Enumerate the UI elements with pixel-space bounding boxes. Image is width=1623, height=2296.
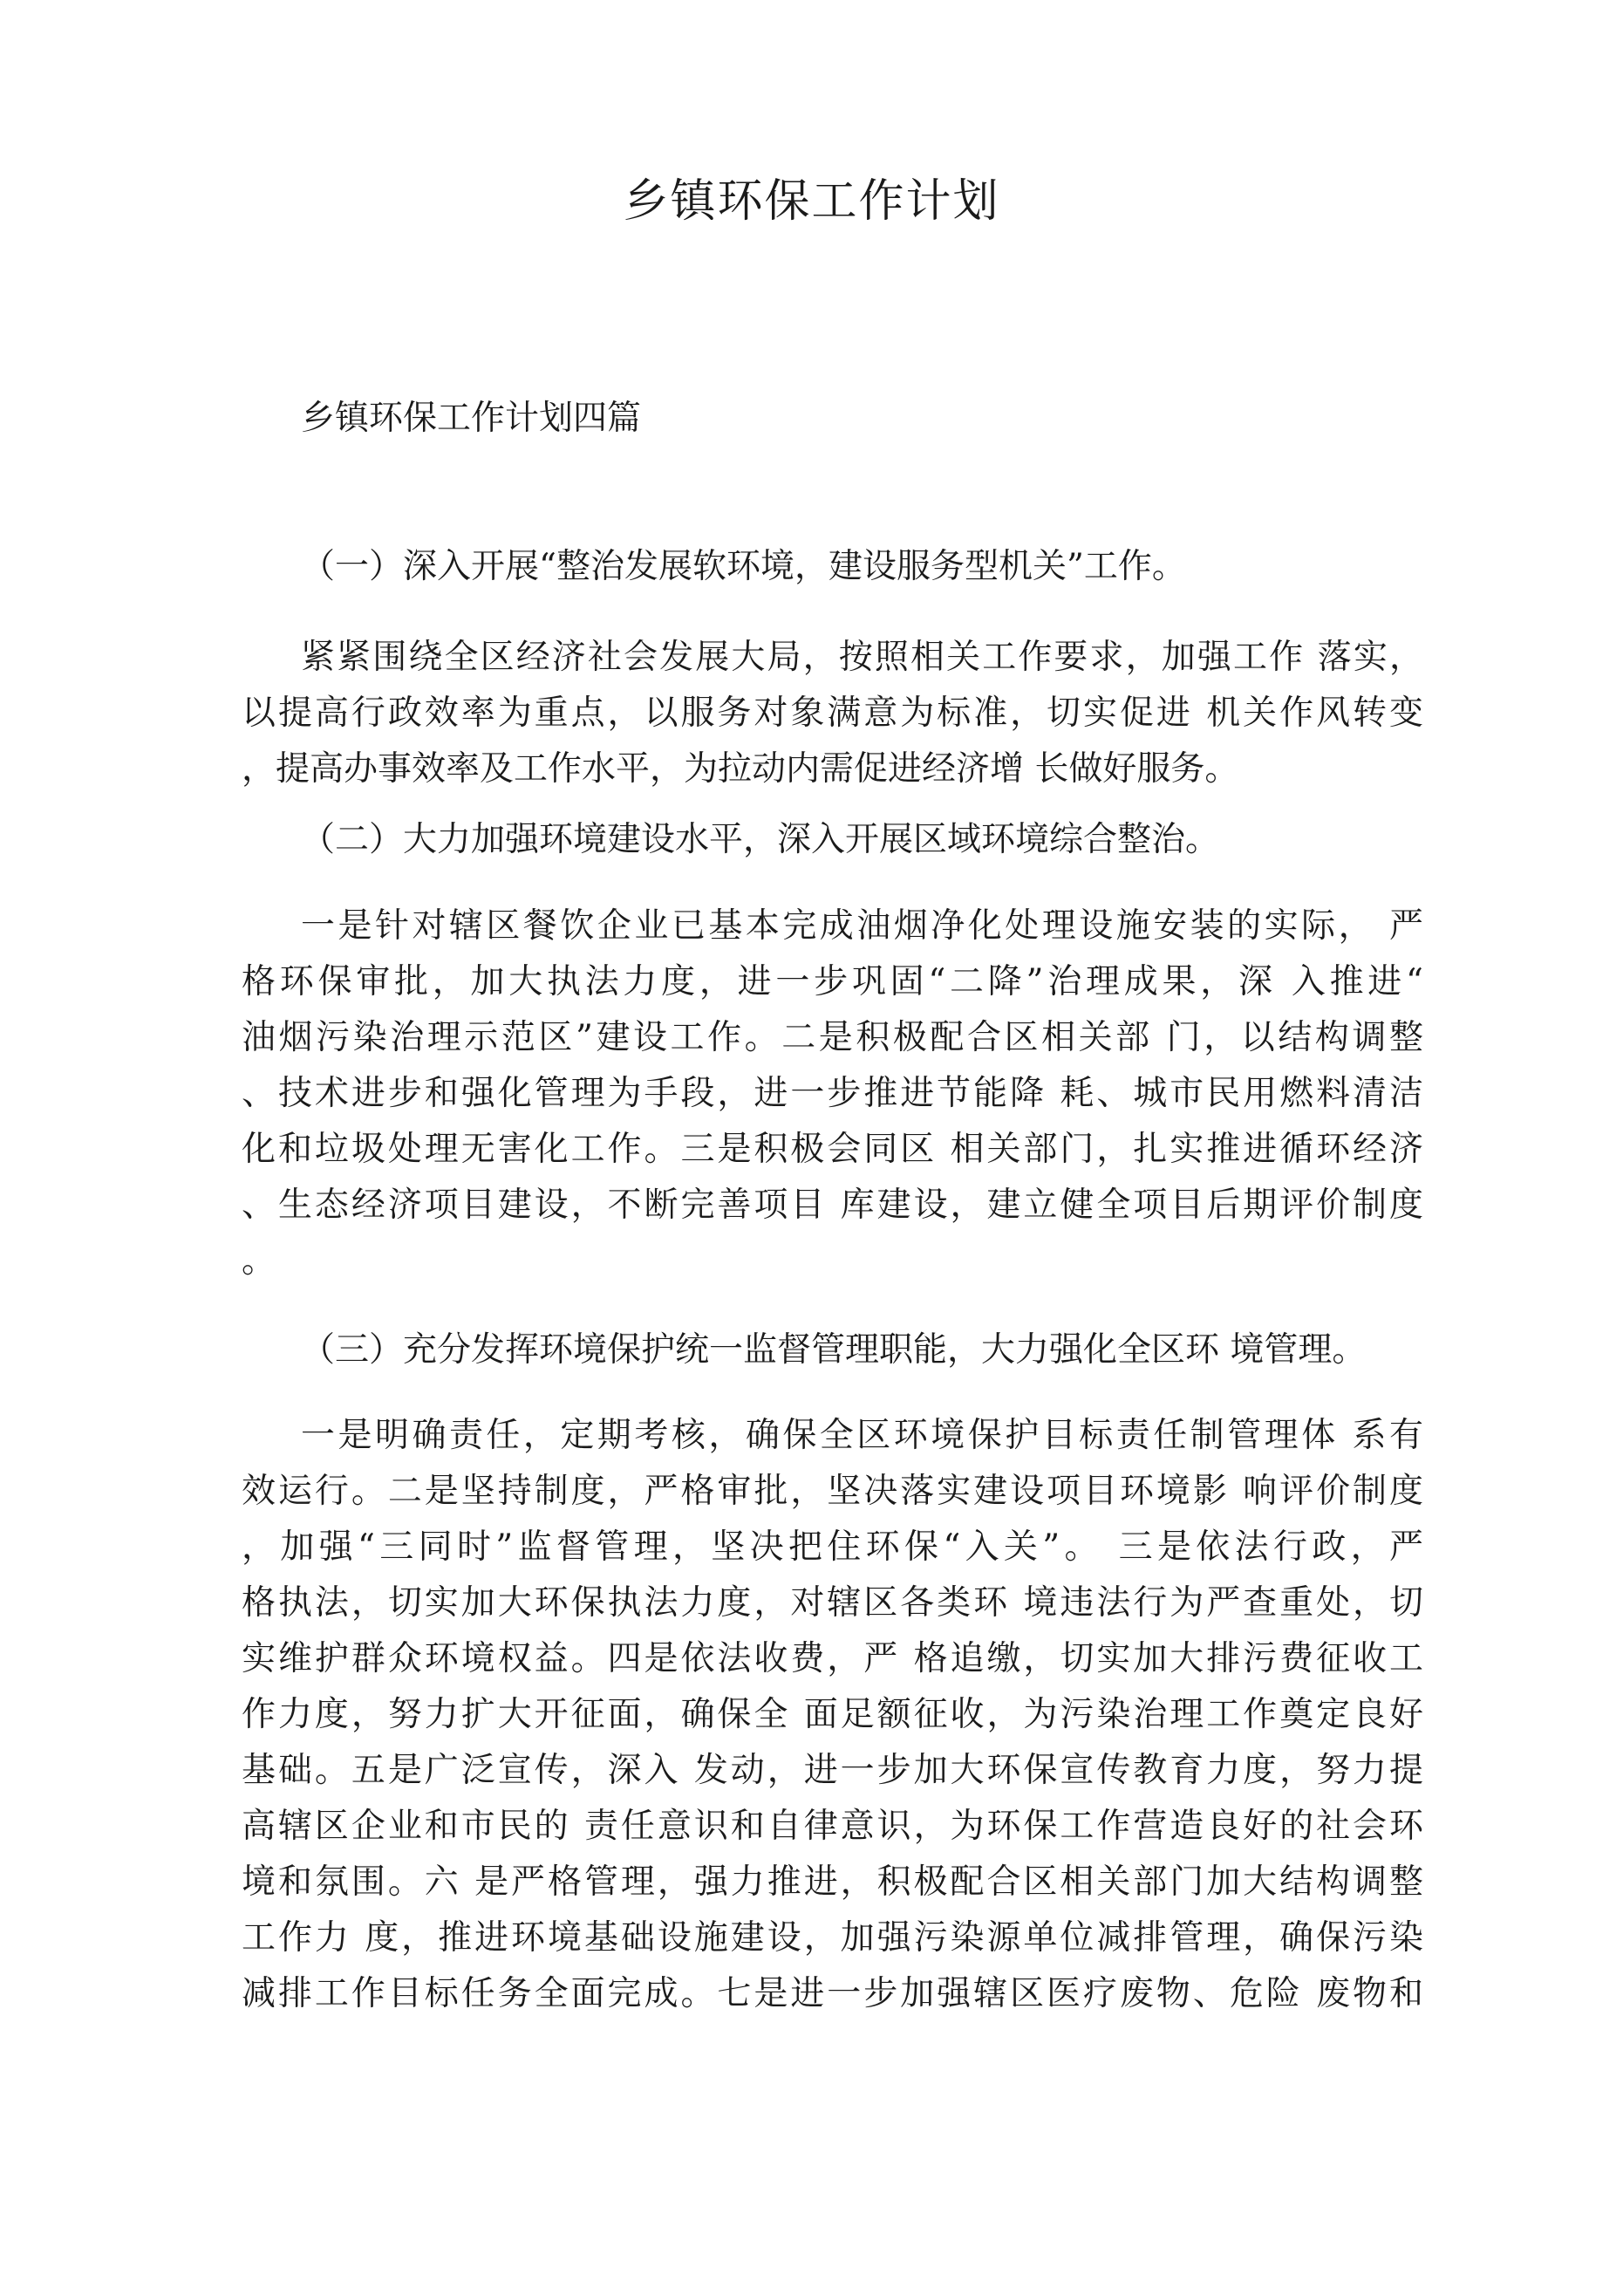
section-heading-3: （三）充分发挥环境保护统一监督管理职能，大力强化全区环 境管理。 — [301, 1330, 1367, 1370]
paragraph-line: ，加强“三同时”监督管理，坚决把住环保“入关”。 三是依法行政，严 — [242, 1527, 1423, 1567]
section-paragraph-2 — [242, 899, 1423, 1289]
paragraph-line: 、技术进步和强化管理为手段，进一步推进节能降 耗、城市民用燃料清洁 — [242, 1074, 1423, 1113]
paragraph-line: 化和垃圾处理无害化工作。三是积极会同区 相关部门，扎实推进循环经济 — [242, 1130, 1423, 1169]
paragraph-line: 工作力 度，推进环境基础设施建设，加强污染源单位减排管理，确保污染 — [242, 1918, 1423, 1958]
paragraph-line: 格环保审批，加大执法力度，进一步巩固“二降”治理成果，深 入推进“ — [242, 962, 1423, 1001]
paragraph-line: 境和氛围。六 是严格管理，强力推进，积极配合区相关部门加大结构调整 — [242, 1862, 1423, 1902]
paragraph-line: 紧紧围绕全区经济社会发展大局，按照相关工作要求，加强工作 落实， — [301, 638, 1423, 677]
paragraph-line: 油烟污染治理示范区”建设工作。二是积极配合区相关部 门，以结构调整 — [242, 1018, 1423, 1057]
paragraph-line: 实维护群众环境权益。四是依法收费，严 格追缴，切实加大排污费征收工 — [242, 1639, 1423, 1678]
section-paragraph-1 — [242, 630, 1423, 797]
paragraph-line: 基础。五是广泛宣传，深入 发动，进一步加大环保宣传教育力度，努力提 — [242, 1751, 1423, 1790]
paragraph-line: 以提高行政效率为重点，以服务对象满意为标准，切实促进 机关作风转变 — [242, 694, 1423, 733]
document-subtitle: 乡镇环保工作计划四篇 — [301, 399, 642, 438]
paragraph-line: 。 — [242, 1241, 276, 1281]
paragraph-line: 效运行。二是坚持制度，严格审批，坚决落实建设项目环境影 响评价制度 — [242, 1472, 1423, 1511]
section-heading-1: （一）深入开展“整治发展软环境，建设服务型机关”工作。 — [301, 547, 1186, 586]
paragraph-line: 一是针对辖区餐饮企业已基本完成油烟净化处理设施安装的实际， 严 — [301, 906, 1423, 946]
paragraph-line: 高辖区企业和市民的 责任意识和自律意识，为环保工作营造良好的社会环 — [242, 1807, 1423, 1846]
section-paragraph-3 — [242, 1408, 1423, 2022]
paragraph-line: 作力度，努力扩大开征面，确保全 面足额征收，为污染治理工作奠定良好 — [242, 1695, 1423, 1734]
paragraph-line: ，提高办事效率及工作水平，为拉动内需促进经济增 长做好服务。 — [242, 749, 1239, 789]
paragraph-line: 一是明确责任，定期考核，确保全区环境保护目标责任制管理体 系有 — [301, 1416, 1423, 1455]
paragraph-line: 、生态经济项目建设，不断完善项目 库建设，建立健全项目后期评价制度 — [242, 1186, 1423, 1225]
paragraph-line: 格执法，切实加大环保执法力度，对辖区各类环 境违法行为严查重处，切 — [242, 1583, 1423, 1623]
paragraph-line: 减排工作目标任务全面完成。七是进一步加强辖区医疗废物、危险 废物和 — [242, 1974, 1423, 2013]
document-title: 乡镇环保工作计划 — [623, 175, 1000, 228]
section-heading-2: （二）大力加强环境建设水平，深入开展区域环境综合整治。 — [301, 820, 1220, 859]
